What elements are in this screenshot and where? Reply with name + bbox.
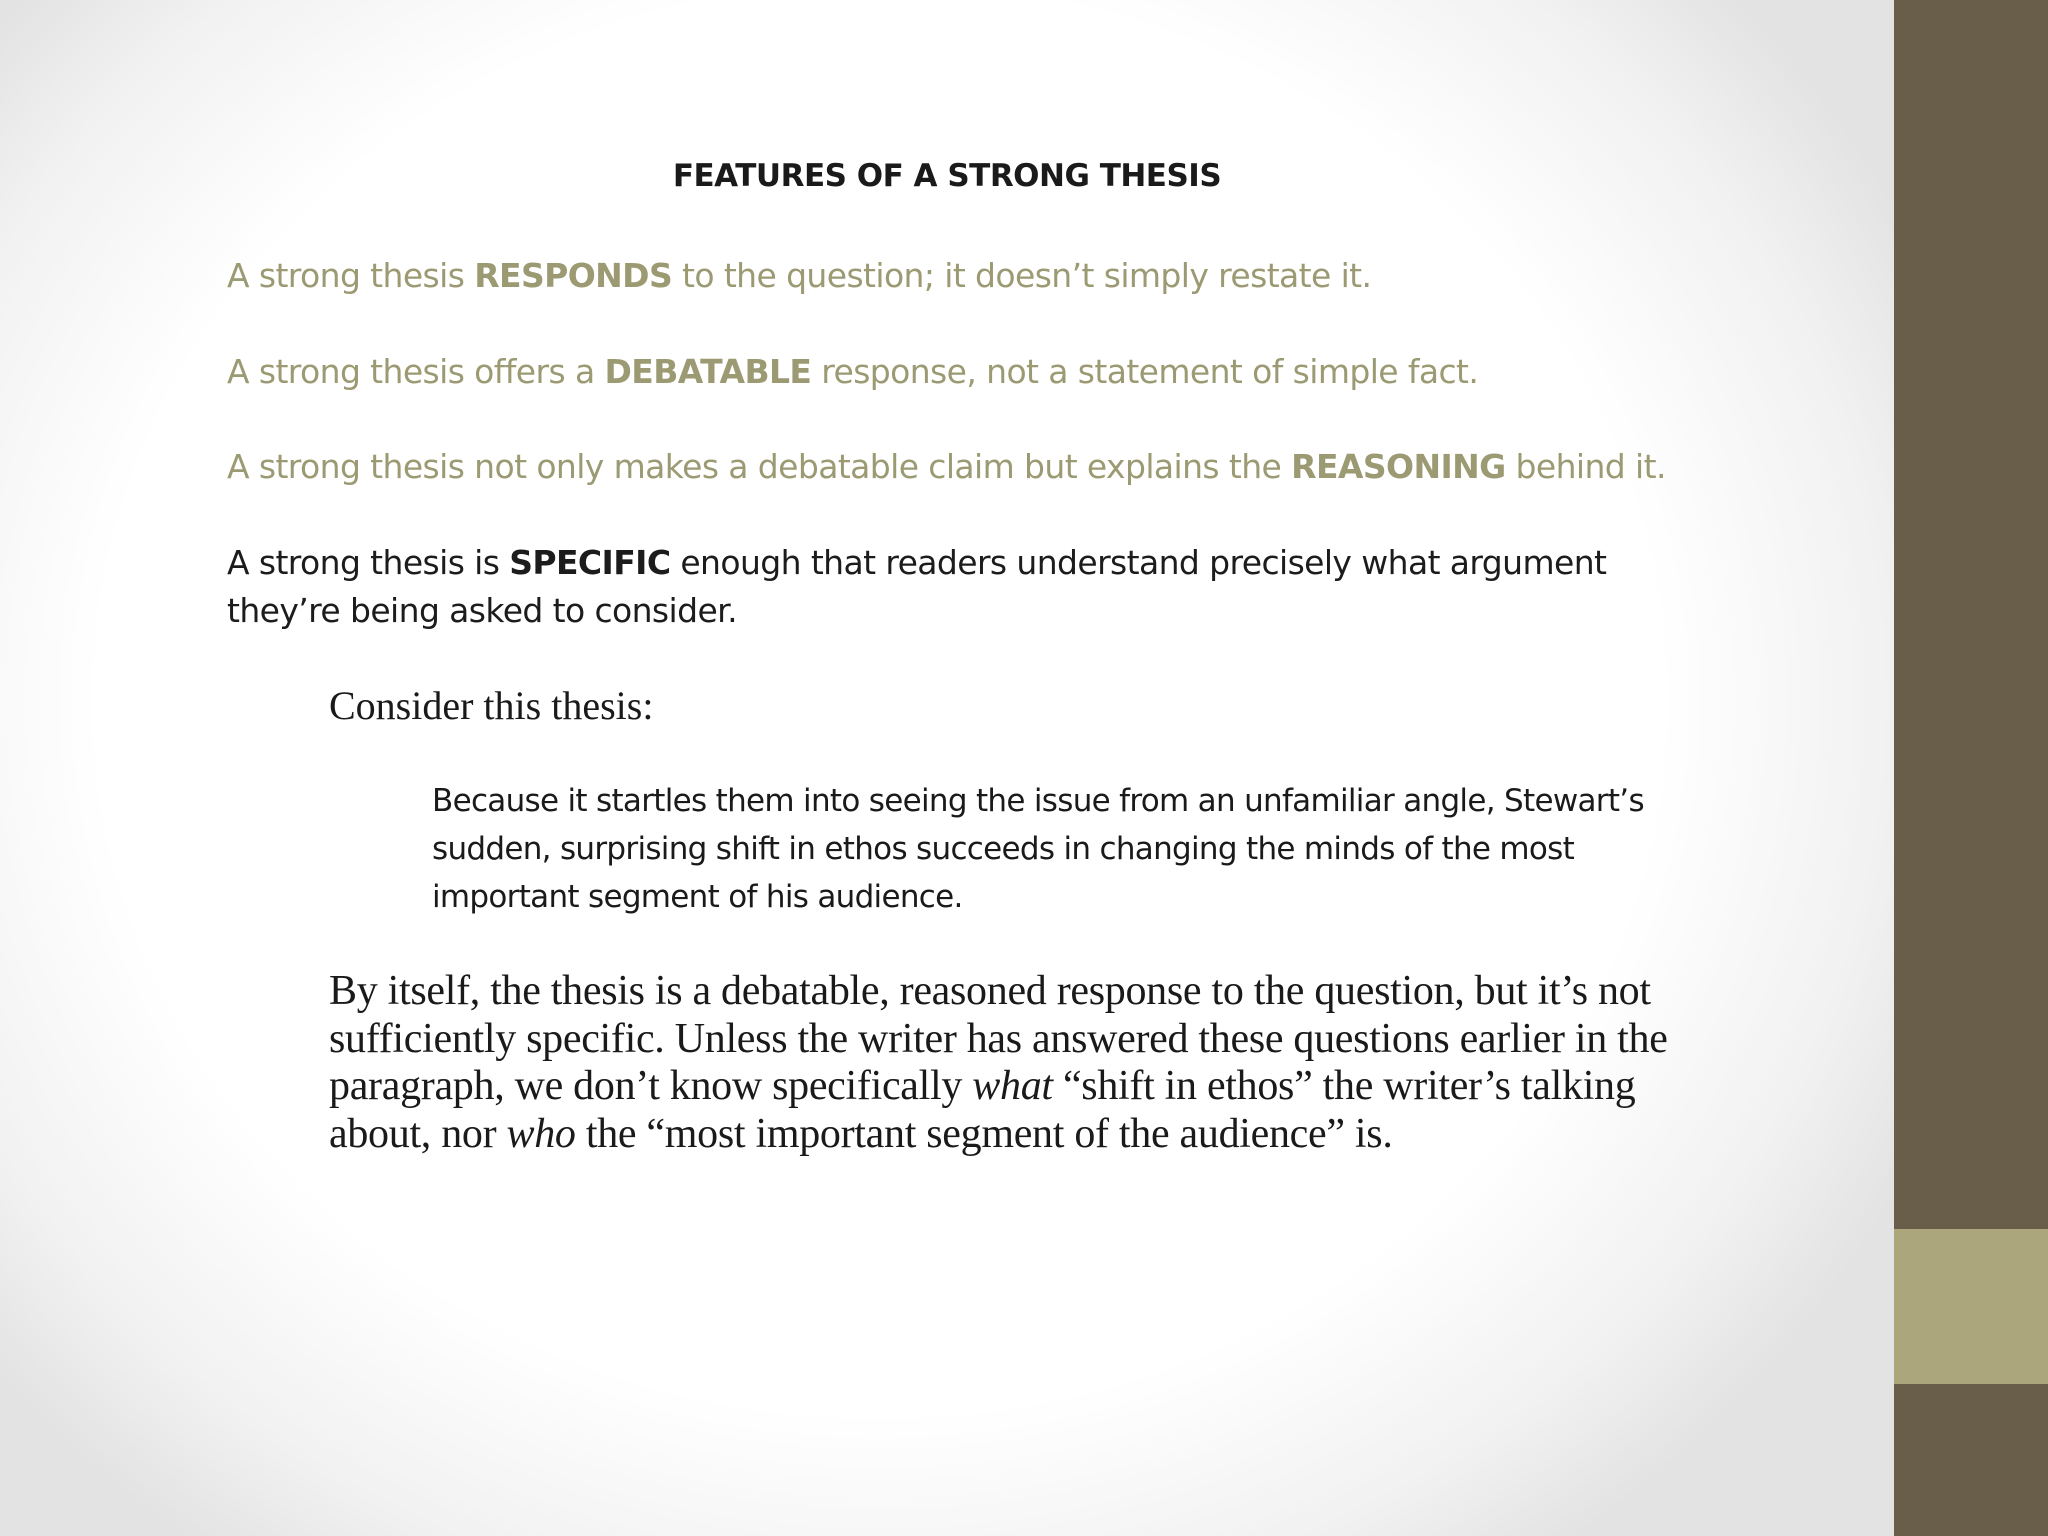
consider-heading: Consider this thesis:	[329, 683, 654, 728]
point-text: A strong thesis offers a	[227, 352, 605, 391]
thesis-feature-reasoning	[227, 443, 1687, 491]
point-keyword: REASONING	[1291, 447, 1506, 486]
explanation-text: the “most important segment of the audience” is.	[575, 1110, 1393, 1157]
point-keyword: DEBATABLE	[604, 352, 812, 391]
point-keyword: SPECIFIC	[509, 543, 671, 582]
point-text: A strong thesis	[227, 256, 475, 295]
point-text: A strong thesis is	[227, 543, 510, 582]
point-text: response, not a statement of simple fact.	[811, 352, 1479, 391]
point-keyword: RESPONDS	[474, 256, 673, 295]
explanation-text: By itself, the thesis is a debatable, reasoned response to the question, but it’s not sufficiently specific. Unless the writer has answered these questions earlier in the paragraph, we don’t know specifically	[329, 968, 1668, 1109]
thesis-feature-debatable	[227, 348, 1687, 396]
explanation-emphasis: who	[506, 1110, 576, 1157]
explanation-text: “shift in ethos” the writer’s talking about, nor	[329, 1063, 1636, 1157]
thesis-quote: Because it startles them into seeing the issue from an unfamiliar angle, Stewart’s sudden, surprising shift in ethos succeeds in changing the minds of the most important segment of his audience.	[432, 783, 1644, 915]
point-text: behind it.	[1505, 447, 1666, 486]
point-text: to the question; it doesn’t simply restate it.	[672, 256, 1372, 295]
point-text: enough that readers understand precisely what argument they’re being asked to consider.	[227, 543, 1607, 630]
decorative-side-accent	[1894, 1229, 2048, 1384]
thesis-feature-responds	[227, 252, 1687, 300]
explanation-paragraph	[329, 968, 1689, 1158]
explanation-emphasis: what	[972, 1063, 1053, 1109]
point-text: A strong thesis not only makes a debatable claim but explains the	[227, 447, 1292, 486]
thesis-feature-specific	[227, 539, 1667, 635]
slide-title: FEATURES OF A STRONG THESIS	[672, 158, 1222, 194]
